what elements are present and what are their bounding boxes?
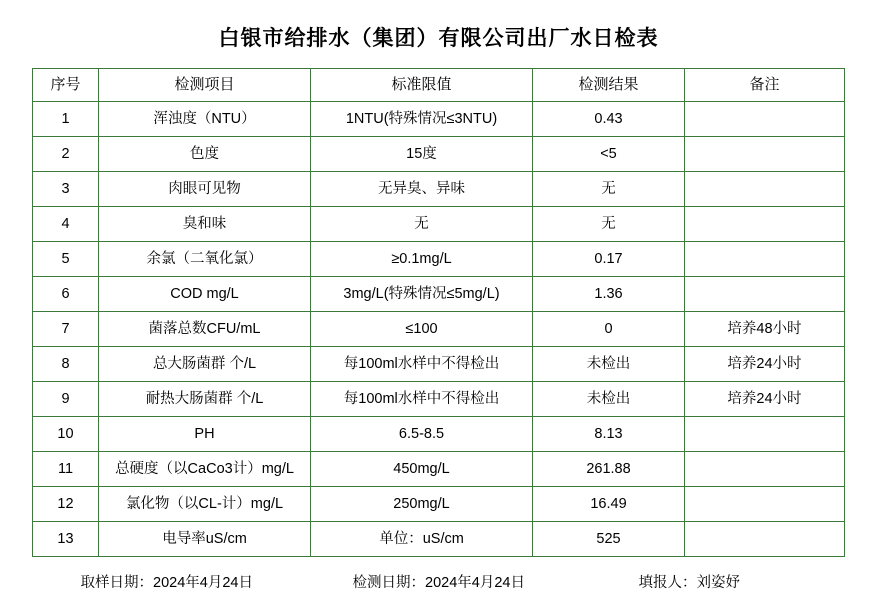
table-row — [33, 312, 845, 347]
cell-no: 13 — [33, 522, 99, 557]
cell-no: 8 — [33, 347, 99, 382]
table-row — [33, 172, 845, 207]
cell-item: 电导率uS/cm — [99, 522, 311, 557]
cell-std: 每100ml水样中不得检出 — [311, 347, 533, 382]
cell-std: 每100ml水样中不得检出 — [311, 382, 533, 417]
table-row — [33, 417, 845, 452]
cell-std: ≤100 — [311, 312, 533, 347]
cell-result: 16.49 — [533, 487, 685, 522]
cell-no: 5 — [33, 242, 99, 277]
cell-result: 无 — [533, 207, 685, 242]
cell-std: 无 — [311, 207, 533, 242]
column-header-note: 备注 — [685, 69, 845, 102]
cell-std: 450mg/L — [311, 452, 533, 487]
cell-item: 肉眼可见物 — [99, 172, 311, 207]
cell-std: 3mg/L(特殊情况≤5mg/L) — [311, 277, 533, 312]
cell-item: 菌落总数CFU/mL — [99, 312, 311, 347]
table-row — [33, 102, 845, 137]
cell-no: 10 — [33, 417, 99, 452]
footer — [33, 557, 845, 592]
cell-item: COD mg/L — [99, 277, 311, 312]
cell-result: 无 — [533, 172, 685, 207]
cell-no: 6 — [33, 277, 99, 312]
cell-std: 6.5-8.5 — [311, 417, 533, 452]
cell-std: 15度 — [311, 137, 533, 172]
cell-std: 单位：uS/cm — [311, 522, 533, 557]
cell-result: 未检出 — [533, 347, 685, 382]
cell-note — [685, 137, 845, 172]
cell-result: 0.17 — [533, 242, 685, 277]
cell-no: 2 — [33, 137, 99, 172]
cell-note — [685, 207, 845, 242]
cell-no: 9 — [33, 382, 99, 417]
cell-note — [685, 487, 845, 522]
cell-result: 1.36 — [533, 277, 685, 312]
cell-no: 1 — [33, 102, 99, 137]
cell-std: 无异臭、异味 — [311, 172, 533, 207]
cell-no: 7 — [33, 312, 99, 347]
cell-no: 3 — [33, 172, 99, 207]
column-header-no: 序号 — [33, 69, 99, 102]
testing-date: 检测日期：2024年4月24日 — [352, 575, 525, 591]
cell-no: 12 — [33, 487, 99, 522]
cell-note: 培养24小时 — [685, 347, 845, 382]
cell-item: 色度 — [99, 137, 311, 172]
cell-item: 浑浊度（NTU） — [99, 102, 311, 137]
cell-result: 525 — [533, 522, 685, 557]
reporter-name: 填报人：刘姿妤 — [638, 575, 740, 591]
cell-result: 未检出 — [533, 382, 685, 417]
cell-note — [685, 242, 845, 277]
cell-note: 培养24小时 — [685, 382, 845, 417]
cell-std: ≥0.1mg/L — [311, 242, 533, 277]
cell-result: 0.43 — [533, 102, 685, 137]
table-header-row — [33, 69, 845, 102]
cell-note — [685, 172, 845, 207]
cell-item: 总硬度（以CaCo3计）mg/L — [99, 452, 311, 487]
cell-item: 余氯（二氧化氯） — [99, 242, 311, 277]
page-title: 白银市给排水（集团）有限公司出厂水日检表 — [218, 27, 659, 50]
cell-item: 臭和味 — [99, 207, 311, 242]
cell-item: 总大肠菌群 个/L — [99, 347, 311, 382]
table-row — [33, 242, 845, 277]
cell-item: 氯化物（以CL-计）mg/L — [99, 487, 311, 522]
cell-note: 培养48小时 — [685, 312, 845, 347]
cell-no: 4 — [33, 207, 99, 242]
cell-std: 250mg/L — [311, 487, 533, 522]
cell-item: 耐热大肠菌群 个/L — [99, 382, 311, 417]
cell-no: 11 — [33, 452, 99, 487]
table-row — [33, 487, 845, 522]
cell-note — [685, 522, 845, 557]
cell-result: 8.13 — [533, 417, 685, 452]
table-row — [33, 277, 845, 312]
cell-result: 261.88 — [533, 452, 685, 487]
cell-note — [685, 417, 845, 452]
table-body — [33, 102, 845, 557]
table-row — [33, 347, 845, 382]
cell-note — [685, 277, 845, 312]
table-row — [33, 452, 845, 487]
cell-note — [685, 102, 845, 137]
column-header-std: 标准限值 — [311, 69, 533, 102]
cell-item: PH — [99, 417, 311, 452]
cell-result: 0 — [533, 312, 685, 347]
column-header-item: 检测项目 — [99, 69, 311, 102]
table-row — [33, 207, 845, 242]
water-quality-table — [32, 68, 845, 557]
table-row — [33, 137, 845, 172]
cell-note — [685, 452, 845, 487]
sampling-date: 取样日期：2024年4月24日 — [80, 575, 253, 591]
cell-std: 1NTU(特殊情况≤3NTU) — [311, 102, 533, 137]
table-row — [33, 382, 845, 417]
table-row — [33, 522, 845, 557]
column-header-result: 检测结果 — [533, 69, 685, 102]
cell-result: <5 — [533, 137, 685, 172]
